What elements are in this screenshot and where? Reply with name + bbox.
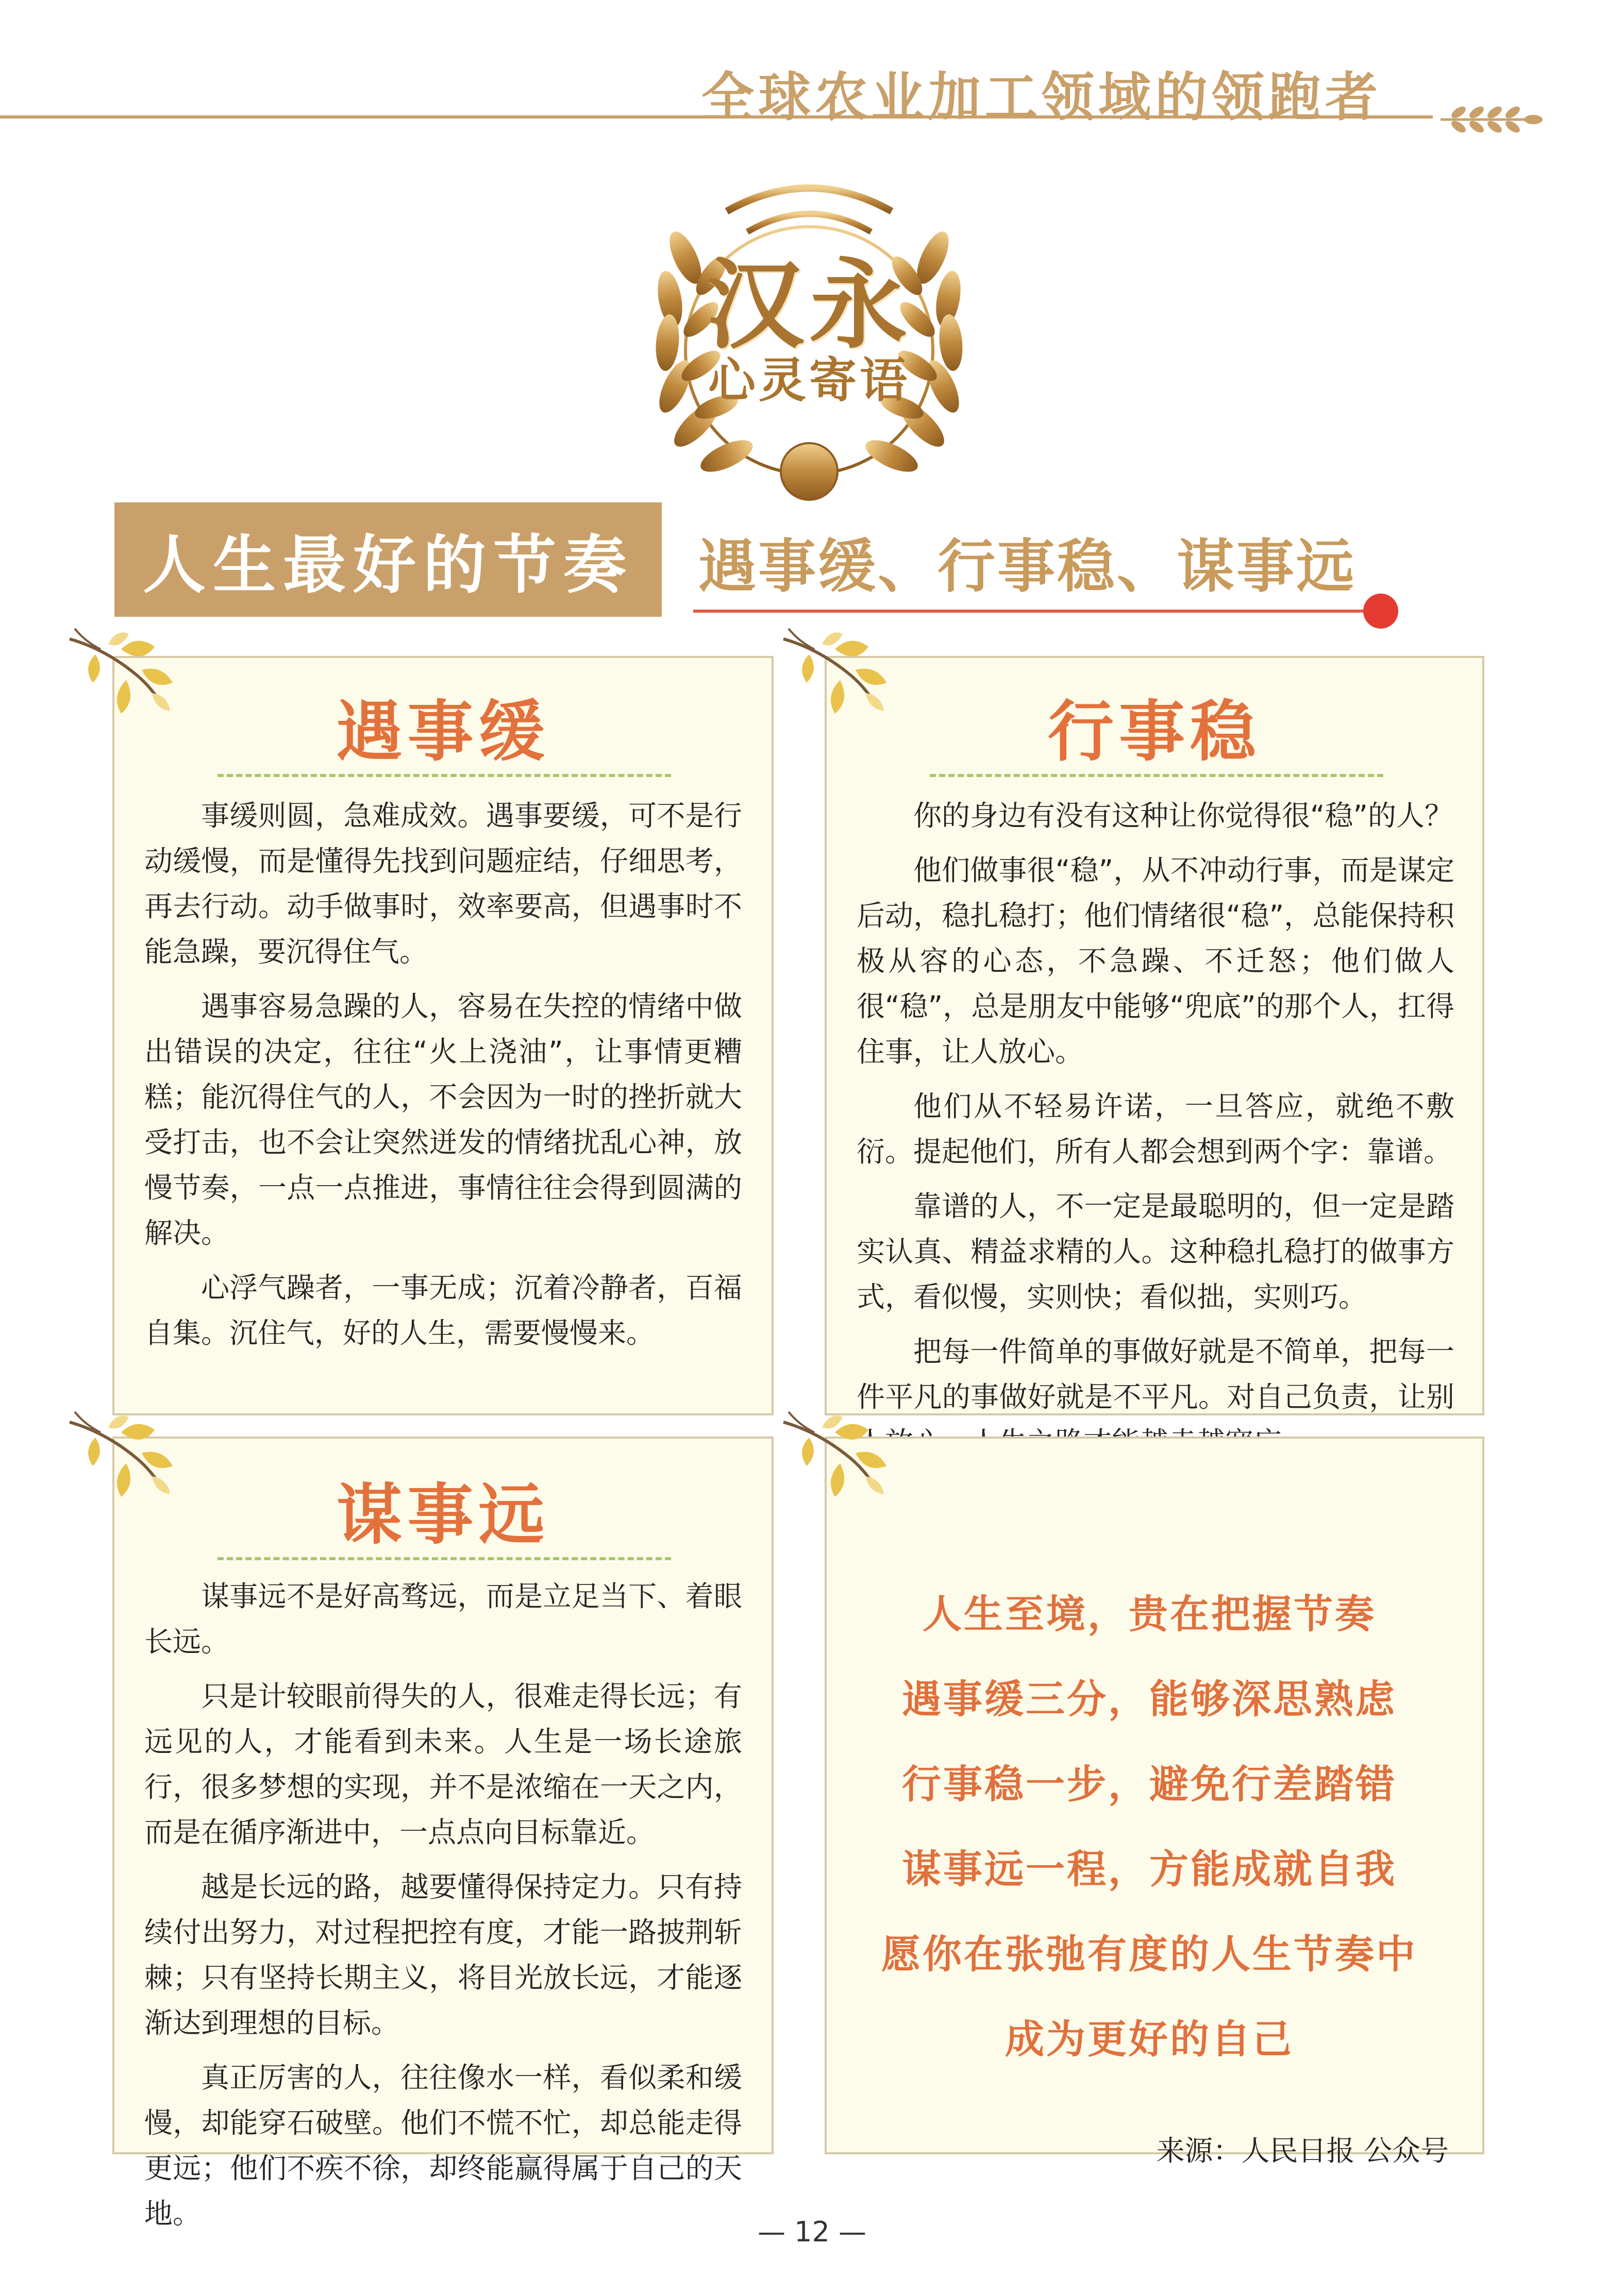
page-subtitle: 遇事缓、行事稳、谋事远 <box>698 533 1356 600</box>
section-heading: 行事稳 <box>1047 694 1261 770</box>
quote-line: 人生至境，贵在把握节奏 <box>923 1591 1376 1637</box>
page-number: — 12 — <box>757 2216 867 2248</box>
section-body <box>144 1574 742 2246</box>
paragraph: 只是计较眼前得失的人，很难走得长远；有远见的人，才能看到未来。人生是一场长途旅行，很多梦想的实现，并不是浓缩在一天之内，而是在循序渐进中，一点点向目标靠近。 <box>144 1680 742 1849</box>
page-title: 人生最好的节奏 <box>114 502 662 617</box>
section-body <box>857 793 1454 1474</box>
paragraph: 他们从不轻易许诺，一旦答应，就绝不敷衍。提起他们，所有人都会想到两个字：靠谱。 <box>857 1090 1454 1168</box>
section-box-xingshiwen <box>825 656 1484 1415</box>
emblem-subtitle: 心灵寄语 <box>708 353 910 408</box>
ginkgo-leaf-icon <box>778 618 892 716</box>
quote-block <box>827 1572 1471 2082</box>
emblem-title: 汉永 <box>706 248 912 362</box>
section-box-moushiyuan <box>112 1437 774 2230</box>
ginkgo-leaf-icon <box>778 1402 892 1499</box>
quote-line: 谋事远一程，方能成就自我 <box>902 1846 1397 1892</box>
paragraph: 他们做事很“稳”，从不冲动行事，而是谋定后动，稳扎稳打；他们情绪很“稳”，总能保持积极从容的心态，不急躁、不迁怒；他们做人很“稳”，总是朋友中能够“兜底”的那个人，扛得住事，让人放心。 <box>857 854 1454 1068</box>
quote-line: 愿你在张弛有度的人生节奏中 <box>881 1931 1417 1977</box>
quote-line: 行事稳一步，避免行差踏错 <box>902 1761 1397 1807</box>
quote-line: 成为更好的自己 <box>1005 2016 1294 2062</box>
section-divider <box>217 1557 671 1560</box>
subtitle-underline <box>693 610 1379 613</box>
paragraph: 遇事容易急躁的人，容易在失控的情绪中做出错误的决定，往往“火上浇油”，让事情更糟糕；能沉得住气的人，不会因为一时的挫折就大受打击，也不会让突然迸发的情绪扰乱心神，放慢节奏，一点一点推进，事情往往会得到圆满的解决。 <box>144 990 742 1250</box>
paragraph: 谋事远不是好高骛远，而是立足当下、着眼长远。 <box>144 1580 742 1658</box>
ginkgo-leaf-icon <box>64 618 178 716</box>
section-box-yushihuan <box>112 656 774 1415</box>
paragraph: 把每一件简单的事做好就是不简单，把每一件平凡的事做好就是不平凡。对自己负责，让别 <box>857 1335 1454 1413</box>
red-dot-ornament <box>1363 594 1398 629</box>
paragraph: 真正厉害的人，往往像水一样，看似柔和缓慢，却能穿石破壁。他们不慌不忙，却总能走得更远；他们不疾不徐，却终能赢得属于自己的天地。 <box>144 2061 742 2230</box>
section-body <box>144 793 742 1365</box>
ginkgo-leaf-icon <box>64 1402 178 1499</box>
paragraph: 靠谱的人，不一定是最聪明的，但一定是踏实认真、精益求精的人。这种稳扎稳打的做事方式，看似慢，实则快；看似拙，实则巧。 <box>857 1190 1454 1313</box>
header-slogan: 全球农业加工领域的领跑者 <box>701 67 1382 128</box>
section-heading: 遇事缓 <box>336 694 550 770</box>
source-credit: 来源：人民日报 公众号 <box>1156 2134 1449 2167</box>
section-divider <box>217 774 671 777</box>
wheat-icon <box>1438 98 1546 139</box>
paragraph: 越是长远的路，越要懂得保持定力。只有持续付出努力，对过程把控有度，才能一路披荆斩棘；只有坚持长期主义，将目光放长远，才能逐渐达到理想的目标。 <box>144 1870 742 2039</box>
section-heading: 谋事远 <box>336 1477 550 1554</box>
paragraph: 心浮气躁者，一事无成；沉着冷静者，百福自集。沉住气，好的人生，需要慢慢来。 <box>144 1271 742 1349</box>
section-divider <box>930 774 1383 777</box>
paragraph: 事缓则圆，急难成效。遇事要缓，可不是行动缓慢，而是懂得先找到问题症结，仔细思考，再去行动。动手做事时，效率要高，但遇事时不能急躁，要沉得住气。 <box>144 799 742 968</box>
paragraph: 你的身边有没有这种让你觉得很“稳”的人？ <box>913 799 1453 832</box>
quote-line: 遇事缓三分，能够深思熟虑 <box>902 1676 1397 1722</box>
